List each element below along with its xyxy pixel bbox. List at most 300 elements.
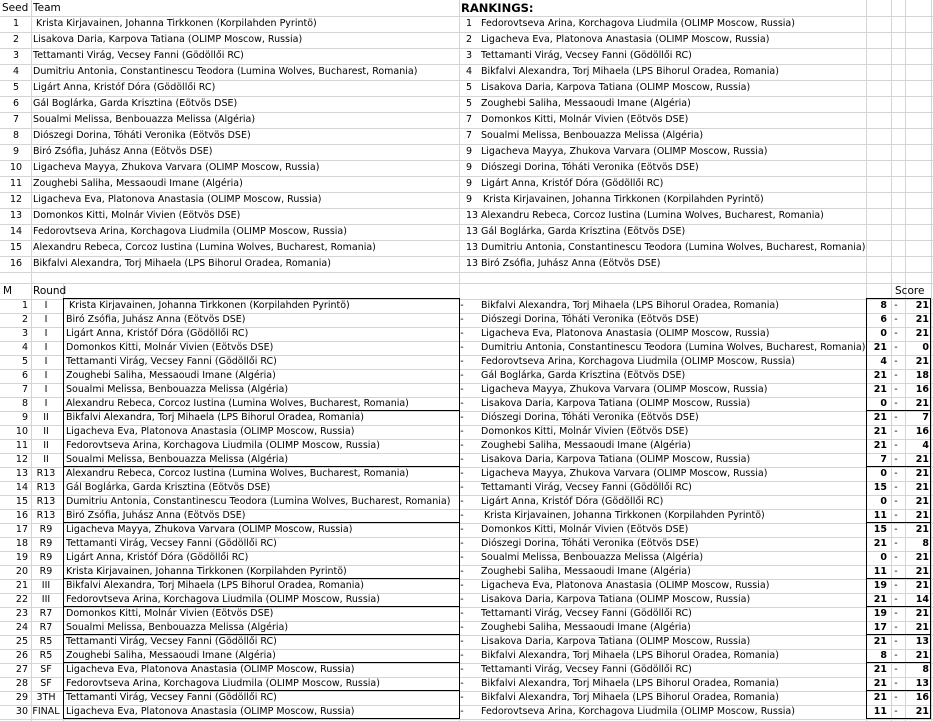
rank-team: Diószegi Dorina, Tóháti Veronika (Eötvös DSE) [481, 162, 699, 173]
score-team-2: 13 [915, 636, 929, 647]
seed-number: 13 [9, 210, 23, 221]
seed-team: Gál Boglárka, Garda Krisztina (Eötvös DSE) [33, 98, 238, 109]
group-border [866, 298, 931, 299]
score-team-1: 21 [873, 440, 887, 451]
match-round: R9 [39, 524, 53, 535]
match-row [0, 369, 933, 383]
score-team-1: 15 [873, 482, 887, 493]
match-dash: - [460, 552, 464, 563]
group-border [866, 466, 931, 467]
match-round: I [44, 342, 48, 353]
score-team-2: 7 [922, 412, 929, 423]
score-team-1: 17 [873, 622, 887, 633]
match-dash: - [460, 328, 464, 339]
rank-team: Tettamanti Virág, Vecsey Fanni (Gödöllői RC) [481, 50, 692, 61]
match-row [0, 383, 933, 397]
rank-number: 2 [466, 34, 473, 45]
rank-team: Biró Zsófia, Juhász Anna (Eötvös DSE) [481, 258, 661, 269]
match-row [0, 691, 933, 705]
match-number: 22 [15, 594, 28, 605]
score-team-1: 8 [880, 650, 887, 661]
score-team-1: 8 [880, 300, 887, 311]
match-team-2: Ligacheva Mayya, Zhukova Varvara (OLIMP Moscow, Russia) [481, 384, 768, 395]
score-dash: - [894, 650, 898, 661]
seed-row [0, 192, 933, 208]
match-team-1: Soualmi Melissa, Benbouazza Melissa (Algéria) [66, 622, 289, 633]
match-number: 11 [15, 440, 28, 451]
match-team-2: Gál Boglárka, Garda Krisztina (Eötvös DSE) [481, 370, 686, 381]
score-team-1: 21 [873, 636, 887, 647]
match-number: 17 [15, 524, 28, 535]
team-header: Team [33, 2, 61, 14]
score-team-1: 21 [873, 384, 887, 395]
match-team-1: Biró Zsófia, Juhász Anna (Eötvös DSE) [66, 510, 246, 521]
seed-row [0, 160, 933, 176]
seed-team: Alexandru Rebeca, Corcoz Iustina (Lumina Wolves, Bucharest, Romania) [33, 242, 376, 253]
match-number: 16 [15, 510, 28, 521]
match-team-2: Diószegi Dorina, Tóháti Veronika (Eötvös DSE) [481, 412, 699, 423]
match-round: III [41, 580, 51, 591]
match-round: R13 [36, 482, 56, 493]
rank-team: Dumitriu Antonia, Constantinescu Teodora (Lumina Wolves, Bucharest, Romania) [481, 242, 866, 253]
match-round: R5 [39, 636, 53, 647]
match-number: 13 [15, 468, 28, 479]
match-team-2: Bikfalvi Alexandra, Torj Mihaela (LPS Bihorul Oradea, Romania) [481, 650, 779, 661]
group-border [866, 662, 931, 663]
match-row [0, 481, 933, 495]
score-dash: - [894, 510, 898, 521]
match-row [0, 565, 933, 579]
match-row [0, 453, 933, 467]
match-dash: - [460, 664, 464, 675]
score-dash: - [894, 678, 898, 689]
match-dash: - [460, 510, 464, 521]
score-team-2: 0 [922, 342, 929, 353]
match-team-2: Bikfalvi Alexandra, Torj Mihaela (LPS Bihorul Oradea, Romania) [481, 678, 779, 689]
match-row [0, 705, 933, 719]
rank-number: 7 [466, 130, 473, 141]
seed-team: Soualmi Melissa, Benbouazza Melissa (Algéria) [33, 114, 256, 125]
match-number: 30 [15, 706, 28, 717]
seed-team: Krista Kirjavainen, Johanna Tirkkonen (Korpilahden Pyrintö) [36, 18, 317, 29]
seed-row [0, 256, 933, 272]
match-team-1: Ligacheva Mayya, Zhukova Varvara (OLIMP Moscow, Russia) [66, 524, 353, 535]
match-team-1: Fedorovtseva Arina, Korchagova Liudmila (OLIMP Moscow, Russia) [66, 594, 380, 605]
group-border [63, 634, 460, 635]
match-team-2: Lisakova Daria, Karpova Tatiana (OLIMP Moscow, Russia) [481, 636, 751, 647]
rank-team: Zoughebi Saliha, Messaoudi Imane (Algéria) [481, 98, 691, 109]
match-dash: - [460, 678, 464, 689]
score-dash: - [894, 482, 898, 493]
seed-number: 11 [9, 178, 23, 189]
score-team-2: 16 [915, 384, 929, 395]
score-dash: - [894, 692, 898, 703]
seed-team: Zoughebi Saliha, Messaoudi Imane (Algéria) [33, 178, 243, 189]
score-team-1: 19 [873, 608, 887, 619]
match-team-2: Zoughebi Saliha, Messaoudi Imane (Algéria) [481, 440, 691, 451]
group-border [63, 466, 460, 467]
score-team-1: 21 [873, 412, 887, 423]
match-dash: - [460, 370, 464, 381]
seed-header: Seed [2, 2, 29, 14]
rank-team: Domonkos Kitti, Molnár Vivien (Eötvös DSE) [481, 114, 689, 125]
seed-number: 6 [12, 98, 20, 109]
rankings-title: RANKINGS: [461, 1, 534, 15]
match-team-2: Ligárt Anna, Kristóf Dóra (Gödöllői RC) [481, 496, 664, 507]
match-number: 1 [21, 300, 28, 311]
group-border [866, 578, 931, 579]
match-team-1: Ligacheva Eva, Platonova Anastasia (OLIMP Moscow, Russia) [66, 706, 355, 717]
score-team-2: 16 [915, 692, 929, 703]
match-team-1: Zoughebi Saliha, Messaoudi Imane (Algéria) [66, 370, 276, 381]
match-dash: - [460, 538, 464, 549]
match-round: SF [40, 664, 52, 675]
score-team-1: 21 [873, 342, 887, 353]
match-number: 14 [15, 482, 28, 493]
rank-number: 9 [466, 194, 473, 205]
match-team-2: Lisakova Daria, Karpova Tatiana (OLIMP Moscow, Russia) [481, 398, 751, 409]
rank-number: 13 [466, 210, 479, 221]
match-round: I [44, 356, 48, 367]
match-team-1: Tettamanti Virág, Vecsey Fanni (Gödöllői RC) [66, 538, 277, 549]
match-team-1: Alexandru Rebeca, Corcoz Iustina (Lumina Wolves, Bucharest, Romania) [66, 398, 409, 409]
score-team-1: 21 [873, 664, 887, 675]
match-dash: - [460, 384, 464, 395]
seed-row [0, 32, 933, 48]
score-team-1: 0 [880, 468, 887, 479]
score-dash: - [894, 566, 898, 577]
match-team-1: Tettamanti Virág, Vecsey Fanni (Gödöllői RC) [66, 356, 277, 367]
match-row [0, 635, 933, 649]
score-dash: - [894, 594, 898, 605]
score-team-1: 7 [880, 454, 887, 465]
group-border-vertical [459, 298, 460, 719]
seed-number: 16 [9, 258, 23, 269]
score-dash: - [894, 356, 898, 367]
score-team-2: 18 [915, 370, 929, 381]
match-round: I [44, 314, 48, 325]
rank-team: Alexandru Rebeca, Corcoz Iustina (Lumina Wolves, Bucharest, Romania) [481, 210, 824, 221]
rank-team: Gál Boglárka, Garda Krisztina (Eötvös DSE) [481, 226, 686, 237]
match-row [0, 593, 933, 607]
match-round: R9 [39, 566, 53, 577]
match-round: 3TH [36, 692, 56, 703]
group-border [63, 410, 460, 411]
seed-row [0, 176, 933, 192]
match-dash: - [460, 412, 464, 423]
group-border [63, 662, 460, 663]
group-border [866, 410, 931, 411]
score-dash: - [894, 454, 898, 465]
match-number: 4 [21, 342, 28, 353]
score-dash: - [894, 622, 898, 633]
score-team-1: 6 [880, 314, 887, 325]
match-round: II [43, 454, 49, 465]
score-team-1: 21 [873, 594, 887, 605]
score-team-2: 21 [915, 496, 929, 507]
match-row [0, 341, 933, 355]
match-team-2: Ligacheva Eva, Platonova Anastasia (OLIMP Moscow, Russia) [481, 580, 770, 591]
seed-header-row [0, 0, 933, 16]
score-dash: - [894, 664, 898, 675]
score-team-1: 21 [873, 678, 887, 689]
rank-number: 13 [466, 226, 479, 237]
match-dash: - [460, 454, 464, 465]
match-number: 7 [21, 384, 28, 395]
match-row [0, 313, 933, 327]
seed-team: Diószegi Dorina, Tóháti Veronika (Eötvös DSE) [33, 130, 251, 141]
score-dash: - [894, 706, 898, 717]
seed-team: Dumitriu Antonia, Constantinescu Teodora (Lumina Wolves, Bucharest, Romania) [33, 66, 418, 77]
seed-row [0, 64, 933, 80]
match-team-1: Bikfalvi Alexandra, Torj Mihaela (LPS Bihorul Oradea, Romania) [66, 580, 364, 591]
seed-number: 9 [12, 146, 20, 157]
match-row [0, 537, 933, 551]
seed-team: Tettamanti Virág, Vecsey Fanni (Gödöllői RC) [33, 50, 244, 61]
score-team-2: 13 [915, 678, 929, 689]
match-round: II [43, 426, 49, 437]
match-round: I [44, 328, 48, 339]
match-number: 6 [21, 370, 28, 381]
match-number: 9 [21, 412, 28, 423]
match-round: R7 [39, 622, 53, 633]
rank-team: Lisakova Daria, Karpova Tatiana (OLIMP Moscow, Russia) [481, 82, 751, 93]
group-border [866, 634, 931, 635]
seed-number: 12 [9, 194, 23, 205]
score-team-2: 21 [915, 608, 929, 619]
rank-team: Ligacheva Mayya, Zhukova Varvara (OLIMP Moscow, Russia) [481, 146, 768, 157]
match-number: 5 [21, 356, 28, 367]
group-border [63, 522, 460, 523]
match-dash: - [460, 496, 464, 507]
score-dash: - [894, 524, 898, 535]
match-dash: - [460, 566, 464, 577]
seed-number: 10 [9, 162, 23, 173]
match-round: R13 [36, 468, 56, 479]
seed-team: Bikfalvi Alexandra, Torj Mihaela (LPS Bihorul Oradea, Romania) [33, 258, 331, 269]
round-header: Round [33, 285, 67, 297]
match-number: 2 [21, 314, 28, 325]
match-team-1: Ligacheva Eva, Platonova Anastasia (OLIMP Moscow, Russia) [66, 664, 355, 675]
score-team-1: 0 [880, 398, 887, 409]
score-team-1: 15 [873, 524, 887, 535]
match-team-2: Tettamanti Virág, Vecsey Fanni (Gödöllői RC) [481, 664, 692, 675]
match-team-2: Diószegi Dorina, Tóháti Veronika (Eötvös DSE) [481, 538, 699, 549]
group-border [63, 718, 460, 719]
match-team-1: Ligárt Anna, Kristóf Dóra (Gödöllői RC) [66, 328, 249, 339]
match-number: 27 [15, 664, 28, 675]
group-border [63, 690, 460, 691]
match-number: 20 [15, 566, 28, 577]
match-dash: - [460, 314, 464, 325]
match-row [0, 397, 933, 411]
seed-team: Ligacheva Mayya, Zhukova Varvara (OLIMP Moscow, Russia) [33, 162, 320, 173]
match-number: 21 [15, 580, 28, 591]
match-dash: - [460, 482, 464, 493]
score-dash: - [894, 496, 898, 507]
rank-number: 5 [466, 82, 473, 93]
score-dash: - [894, 580, 898, 591]
match-dash: - [460, 440, 464, 451]
score-dash: - [894, 538, 898, 549]
seed-team: Domonkos Kitti, Molnár Vivien (Eötvös DSE) [33, 210, 241, 221]
group-border [866, 690, 931, 691]
score-team-2: 21 [915, 580, 929, 591]
score-team-2: 21 [915, 650, 929, 661]
match-team-1: Alexandru Rebeca, Corcoz Iustina (Lumina Wolves, Bucharest, Romania) [66, 468, 409, 479]
match-team-1: Soualmi Melissa, Benbouazza Melissa (Algéria) [66, 384, 289, 395]
score-team-2: 21 [915, 706, 929, 717]
score-team-2: 21 [915, 622, 929, 633]
score-team-1: 11 [873, 706, 887, 717]
rank-number: 3 [466, 50, 473, 61]
match-number: 29 [15, 692, 28, 703]
match-number: 24 [15, 622, 28, 633]
match-team-2: Lisakova Daria, Karpova Tatiana (OLIMP Moscow, Russia) [481, 594, 751, 605]
group-border-vertical [63, 298, 64, 719]
match-team-1: Domonkos Kitti, Molnár Vivien (Eötvös DSE) [66, 608, 274, 619]
match-row [0, 439, 933, 453]
score-team-2: 21 [915, 454, 929, 465]
rank-number: 7 [466, 114, 473, 125]
match-round: II [43, 440, 49, 451]
score-team-2: 21 [915, 300, 929, 311]
group-border [63, 298, 460, 299]
seed-number: 5 [12, 82, 20, 93]
match-row [0, 299, 933, 313]
rank-number: 1 [466, 18, 473, 29]
match-number: 26 [15, 650, 28, 661]
score-dash: - [894, 426, 898, 437]
match-row [0, 579, 933, 593]
rank-number: 13 [466, 258, 479, 269]
score-team-2: 21 [915, 566, 929, 577]
match-team-1: Soualmi Melissa, Benbouazza Melissa (Algéria) [66, 454, 289, 465]
score-team-2: 21 [915, 524, 929, 535]
score-team-2: 14 [915, 594, 929, 605]
match-team-2: Fedorovtseva Arina, Korchagova Liudmila (OLIMP Moscow, Russia) [481, 356, 795, 367]
match-round: R9 [39, 552, 53, 563]
match-row [0, 509, 933, 523]
match-header-row [0, 283, 933, 299]
match-team-1: Fedorovtseva Arina, Korchagova Liudmila (OLIMP Moscow, Russia) [66, 678, 380, 689]
match-team-1: Krista Kirjavainen, Johanna Tirkkonen (Korpilahden Pyrintö) [69, 300, 350, 311]
score-team-2: 21 [915, 328, 929, 339]
score-team-1: 19 [873, 580, 887, 591]
match-number: 12 [15, 454, 28, 465]
match-team-1: Biró Zsófia, Juhász Anna (Eötvös DSE) [66, 314, 246, 325]
score-team-1: 21 [873, 426, 887, 437]
rank-number: 4 [466, 66, 473, 77]
seed-number: 8 [12, 130, 20, 141]
score-team-2: 21 [915, 552, 929, 563]
match-round: R5 [39, 650, 53, 661]
match-row [0, 677, 933, 691]
seed-number: 1 [12, 18, 20, 29]
match-row [0, 649, 933, 663]
match-row [0, 425, 933, 439]
score-team-2: 21 [915, 314, 929, 325]
match-dash: - [460, 342, 464, 353]
seed-row [0, 48, 933, 64]
match-dash: - [460, 300, 464, 311]
seed-number: 4 [12, 66, 20, 77]
match-team-2: Lisakova Daria, Karpova Tatiana (OLIMP Moscow, Russia) [481, 454, 751, 465]
rank-team: Krista Kirjavainen, Johanna Tirkkonen (Korpilahden Pyrintö) [483, 194, 764, 205]
score-team-1: 21 [873, 538, 887, 549]
seed-number: 2 [12, 34, 20, 45]
seed-team: Fedorovtseva Arina, Korchagova Liudmila (OLIMP Moscow, Russia) [33, 226, 347, 237]
score-dash: - [894, 552, 898, 563]
seed-row [0, 128, 933, 144]
seed-row [0, 16, 933, 32]
match-team-2: Soualmi Melissa, Benbouazza Melissa (Algéria) [481, 552, 704, 563]
score-dash: - [894, 300, 898, 311]
match-team-1: Tettamanti Virág, Vecsey Fanni (Gödöllői RC) [66, 692, 277, 703]
group-border [63, 606, 460, 607]
score-dash: - [894, 468, 898, 479]
score-team-1: 21 [873, 370, 887, 381]
match-number-header: M [3, 285, 13, 297]
match-team-2: Dumitriu Antonia, Constantinescu Teodora (Lumina Wolves, Bucharest, Romania) [481, 342, 866, 353]
match-team-1: Zoughebi Saliha, Messaoudi Imane (Algéria) [66, 650, 276, 661]
seed-row [0, 144, 933, 160]
match-team-1: Krista Kirjavainen, Johanna Tirkkonen (Korpilahden Pyrintö) [66, 566, 347, 577]
score-dash: - [894, 328, 898, 339]
match-number: 19 [15, 552, 28, 563]
match-dash: - [460, 608, 464, 619]
match-team-2: Zoughebi Saliha, Messaoudi Imane (Algéria) [481, 622, 691, 633]
match-dash: - [460, 580, 464, 591]
match-row [0, 523, 933, 537]
score-team-1: 11 [873, 510, 887, 521]
match-team-2: Domonkos Kitti, Molnár Vivien (Eötvös DSE) [481, 426, 689, 437]
match-team-1: Tettamanti Virág, Vecsey Fanni (Gödöllői RC) [66, 636, 277, 647]
match-dash: - [460, 692, 464, 703]
match-round: R9 [39, 538, 53, 549]
match-number: 28 [15, 678, 28, 689]
match-team-2: Ligacheva Eva, Platonova Anastasia (OLIMP Moscow, Russia) [481, 328, 770, 339]
score-team-1: 0 [880, 552, 887, 563]
seed-number: 7 [12, 114, 20, 125]
match-team-1: Bikfalvi Alexandra, Torj Mihaela (LPS Bihorul Oradea, Romania) [66, 412, 364, 423]
match-dash: - [460, 622, 464, 633]
rank-team: Ligárt Anna, Kristóf Dóra (Gödöllői RC) [481, 178, 664, 189]
rank-team: Soualmi Melissa, Benbouazza Melissa (Algéria) [481, 130, 704, 141]
match-row [0, 327, 933, 341]
match-team-2: Zoughebi Saliha, Messaoudi Imane (Algéria) [481, 566, 691, 577]
seed-row [0, 240, 933, 256]
match-dash: - [460, 468, 464, 479]
score-team-1: 0 [880, 328, 887, 339]
match-number: 8 [21, 398, 28, 409]
match-team-2: Ligacheva Mayya, Zhukova Varvara (OLIMP Moscow, Russia) [481, 468, 768, 479]
seed-row [0, 80, 933, 96]
rank-number: 9 [466, 162, 473, 173]
seed-row [0, 224, 933, 240]
score-team-1: 0 [880, 496, 887, 507]
match-row [0, 355, 933, 369]
rank-team: Bikfalvi Alexandra, Torj Mihaela (LPS Bihorul Oradea, Romania) [481, 66, 779, 77]
match-team-1: Ligacheva Eva, Platonova Anastasia (OLIMP Moscow, Russia) [66, 426, 355, 437]
match-dash: - [460, 636, 464, 647]
match-team-1: Dumitriu Antonia, Constantinescu Teodora (Lumina Wolves, Bucharest, Romania) [66, 496, 451, 507]
match-round: R7 [39, 608, 53, 619]
match-team-2: Fedorovtseva Arina, Korchagova Liudmila (OLIMP Moscow, Russia) [481, 706, 795, 717]
group-border [866, 718, 931, 719]
group-border [866, 606, 931, 607]
seed-row [0, 112, 933, 128]
